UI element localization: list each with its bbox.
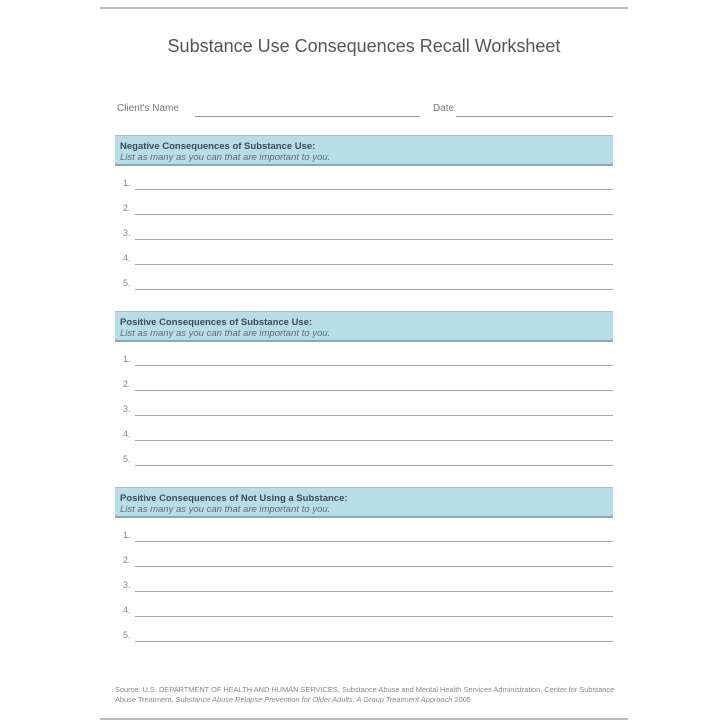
list-item	[115, 191, 613, 216]
answer-line[interactable]	[135, 365, 613, 366]
client-name-label: Client's Name	[117, 103, 179, 114]
list-item	[115, 166, 613, 191]
source-year: 2005	[452, 695, 471, 704]
item-number: 2.	[123, 203, 131, 213]
section-title: Positive Consequences of Not Using a Substance:	[120, 493, 348, 504]
date-label: Date	[433, 103, 455, 114]
answer-line[interactable]	[135, 616, 613, 617]
list-item	[115, 216, 613, 241]
list-item	[115, 266, 613, 291]
item-number: 5.	[123, 278, 131, 288]
date-field[interactable]	[456, 116, 613, 117]
answer-line[interactable]	[135, 289, 613, 290]
item-number: 1.	[123, 530, 131, 540]
list-item	[115, 342, 613, 367]
item-number: 4.	[123, 605, 131, 615]
list-item	[115, 367, 613, 392]
section-subtitle: List as many as you can that are important to you.	[120, 504, 331, 515]
list-item	[115, 543, 613, 568]
answer-line[interactable]	[135, 541, 613, 542]
answer-line[interactable]	[135, 465, 613, 466]
answer-line[interactable]	[135, 641, 613, 642]
answer-line[interactable]	[135, 591, 613, 592]
list-item	[115, 593, 613, 618]
answer-line[interactable]	[135, 264, 613, 265]
list-item	[115, 442, 613, 467]
answer-line[interactable]	[135, 440, 613, 441]
section-title: Positive Consequences of Substance Use:	[120, 317, 313, 328]
section-positive-consequences-use	[115, 311, 613, 467]
section-subtitle: List as many as you can that are important to you.	[120, 328, 331, 339]
item-number: 4.	[123, 253, 131, 263]
top-rule	[100, 7, 628, 9]
item-number: 3.	[123, 228, 131, 238]
item-number: 3.	[123, 580, 131, 590]
section-negative-consequences	[115, 135, 613, 291]
item-number: 2.	[123, 379, 131, 389]
page-title: Substance Use Consequences Recall Worksheet	[167, 36, 561, 56]
section-header	[115, 311, 613, 342]
list-item	[115, 568, 613, 593]
section-positive-consequences-not-using	[115, 487, 613, 643]
source-citation	[115, 685, 615, 705]
answer-line[interactable]	[135, 390, 613, 391]
item-number: 5.	[123, 454, 131, 464]
item-number: 4.	[123, 429, 131, 439]
answer-line[interactable]	[135, 189, 613, 190]
client-name-field[interactable]	[195, 116, 420, 117]
item-number: 2.	[123, 555, 131, 565]
section-header	[115, 487, 613, 518]
answer-line[interactable]	[135, 214, 613, 215]
item-number: 1.	[123, 354, 131, 364]
section-title: Negative Consequences of Substance Use:	[120, 141, 316, 152]
section-subtitle: List as many as you can that are important to you.	[120, 152, 331, 163]
answer-line[interactable]	[135, 415, 613, 416]
list-item	[115, 618, 613, 643]
list-item	[115, 241, 613, 266]
item-number: 3.	[123, 404, 131, 414]
bottom-rule	[100, 718, 628, 720]
list-item	[115, 518, 613, 543]
list-item	[115, 417, 613, 442]
item-number: 1.	[123, 178, 131, 188]
answer-line[interactable]	[135, 239, 613, 240]
section-header	[115, 135, 613, 166]
list-item	[115, 392, 613, 417]
source-title: Substance Abuse Relapse Prevention for Older Adults: A Group Treatment Approach	[175, 695, 453, 704]
source-prefix: Source: U.S. DEPARTMENT OF HEALTH AND HUMAN SERVICES, Substance Abuse and Mental Health Services Administration, Center for Substance Abuse Treatment,	[115, 685, 615, 704]
item-number: 5.	[123, 630, 131, 640]
answer-line[interactable]	[135, 566, 613, 567]
